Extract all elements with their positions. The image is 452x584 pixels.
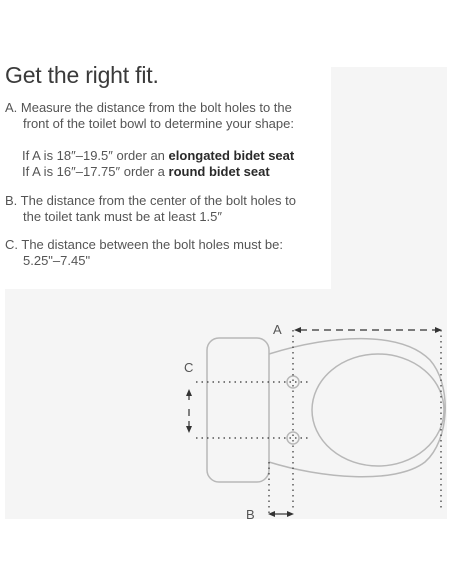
label-b: B (246, 507, 255, 522)
section-c-line2: 5.25"–7.45" (23, 253, 91, 268)
elongated-seat-label: elongated bidet seat (168, 148, 295, 163)
round-range: If A is 16″–17.75″ order a (22, 164, 169, 179)
label-a: A (273, 322, 282, 337)
toilet-bowl-outer-shape (269, 339, 445, 477)
section-a-line1: A. Measure the distance from the bolt holes to the (5, 100, 292, 115)
elongated-range: If A is 18″–19.5″ order an (22, 148, 169, 163)
toilet-bowl-inner-shape (312, 354, 444, 466)
section-b-line1: B. The distance from the center of the bolt holes to (5, 193, 296, 208)
label-c: C (184, 360, 194, 375)
c-arrow-down-head (186, 426, 192, 433)
page-title: Get the right fit. (5, 62, 159, 88)
round-seat-label: round bidet seat (168, 164, 270, 179)
bolt-hole-bottom-shape (287, 432, 299, 444)
a-arrow-right-head (435, 327, 442, 333)
section-a-line2: front of the toilet bowl to determine your shape: (23, 116, 294, 131)
section-b-line2: the toilet tank must be at least 1.5″ (23, 209, 222, 224)
a-arrow-left-head (294, 327, 301, 333)
c-arrow-up-head (186, 389, 192, 396)
b-arrow-right-head (287, 511, 294, 517)
section-c-line1: C. The distance between the bolt holes must be: (5, 237, 283, 252)
toilet-tank-shape (207, 338, 269, 482)
